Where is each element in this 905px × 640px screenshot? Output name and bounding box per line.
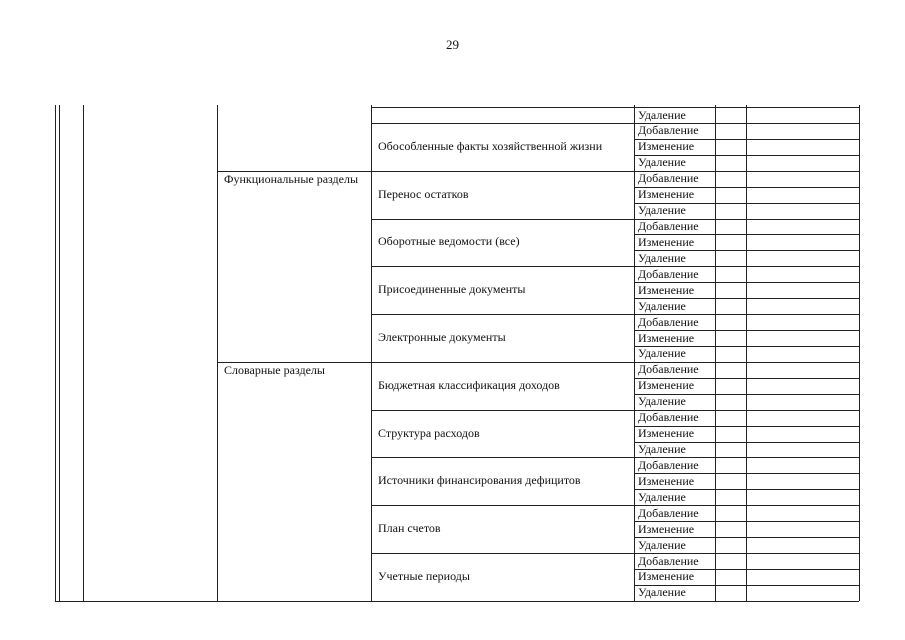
row-border <box>371 107 634 108</box>
row-border <box>371 362 634 363</box>
operation-label: Добавление <box>638 457 699 472</box>
row-border <box>371 219 634 220</box>
section-label: Словарные разделы <box>224 362 325 377</box>
column-border <box>55 105 56 601</box>
operation-label: Изменение <box>638 473 695 488</box>
row-border <box>371 171 634 172</box>
operation-label: Добавление <box>638 362 699 377</box>
operation-label: Добавление <box>638 410 699 425</box>
operation-label: Изменение <box>638 378 695 393</box>
operation-label: Изменение <box>638 234 695 249</box>
table-bottom-border <box>55 601 859 602</box>
column-border <box>59 105 60 601</box>
column-border <box>371 105 372 601</box>
row-border <box>371 266 634 267</box>
operation-label: Добавление <box>638 266 699 281</box>
row-border <box>371 457 634 458</box>
operation-label: Изменение <box>638 282 695 297</box>
operation-label: Удаление <box>638 442 686 457</box>
column-border <box>83 105 84 601</box>
operation-label: Удаление <box>638 298 686 313</box>
row-border <box>371 314 634 315</box>
operation-label: Добавление <box>638 314 699 329</box>
object-name: Структура расходов <box>378 425 480 440</box>
operation-label: Удаление <box>638 107 686 122</box>
operation-label: Удаление <box>638 394 686 409</box>
column-border <box>715 105 716 601</box>
object-name: Бюджетная классификация доходов <box>378 377 560 392</box>
object-name: Учетные периоды <box>378 568 470 583</box>
operation-label: Добавление <box>638 505 699 520</box>
operation-label: Удаление <box>638 203 686 218</box>
object-name: Оборотные ведомости (все) <box>378 234 520 249</box>
operation-label: Добавление <box>638 553 699 568</box>
object-name: План счетов <box>378 521 441 536</box>
section-label: Функциональные разделы <box>224 171 359 186</box>
row-border <box>634 107 859 108</box>
object-name: Источники финансирования дефицитов <box>378 473 581 488</box>
column-border <box>634 105 635 601</box>
page-number: 29 <box>446 37 459 52</box>
row-border <box>371 410 634 411</box>
operation-label: Удаление <box>638 155 686 170</box>
operation-label: Изменение <box>638 426 695 441</box>
object-name: Обособленные факты хозяйственной жизни <box>378 138 603 153</box>
object-name: Перенос остатков <box>378 186 469 201</box>
operation-label: Изменение <box>638 569 695 584</box>
operation-label: Добавление <box>638 171 699 186</box>
operation-label: Удаление <box>638 537 686 552</box>
row-border <box>371 505 634 506</box>
row-border <box>371 123 634 124</box>
column-border <box>859 105 860 601</box>
operation-label: Удаление <box>638 489 686 504</box>
object-name: Электронные документы <box>378 329 506 344</box>
object-name: Присоединенные документы <box>378 282 526 297</box>
row-border <box>371 553 634 554</box>
column-border <box>217 105 218 601</box>
operation-label: Добавление <box>638 219 699 233</box>
operation-label: Удаление <box>638 250 686 265</box>
operation-label: Добавление <box>638 123 699 138</box>
operation-label: Изменение <box>638 521 695 536</box>
operation-label: Изменение <box>638 139 695 154</box>
operation-label: Изменение <box>638 187 695 202</box>
operation-label: Удаление <box>638 585 686 600</box>
column-border <box>746 105 747 601</box>
operation-label: Изменение <box>638 330 695 345</box>
operation-label: Удаление <box>638 346 686 361</box>
